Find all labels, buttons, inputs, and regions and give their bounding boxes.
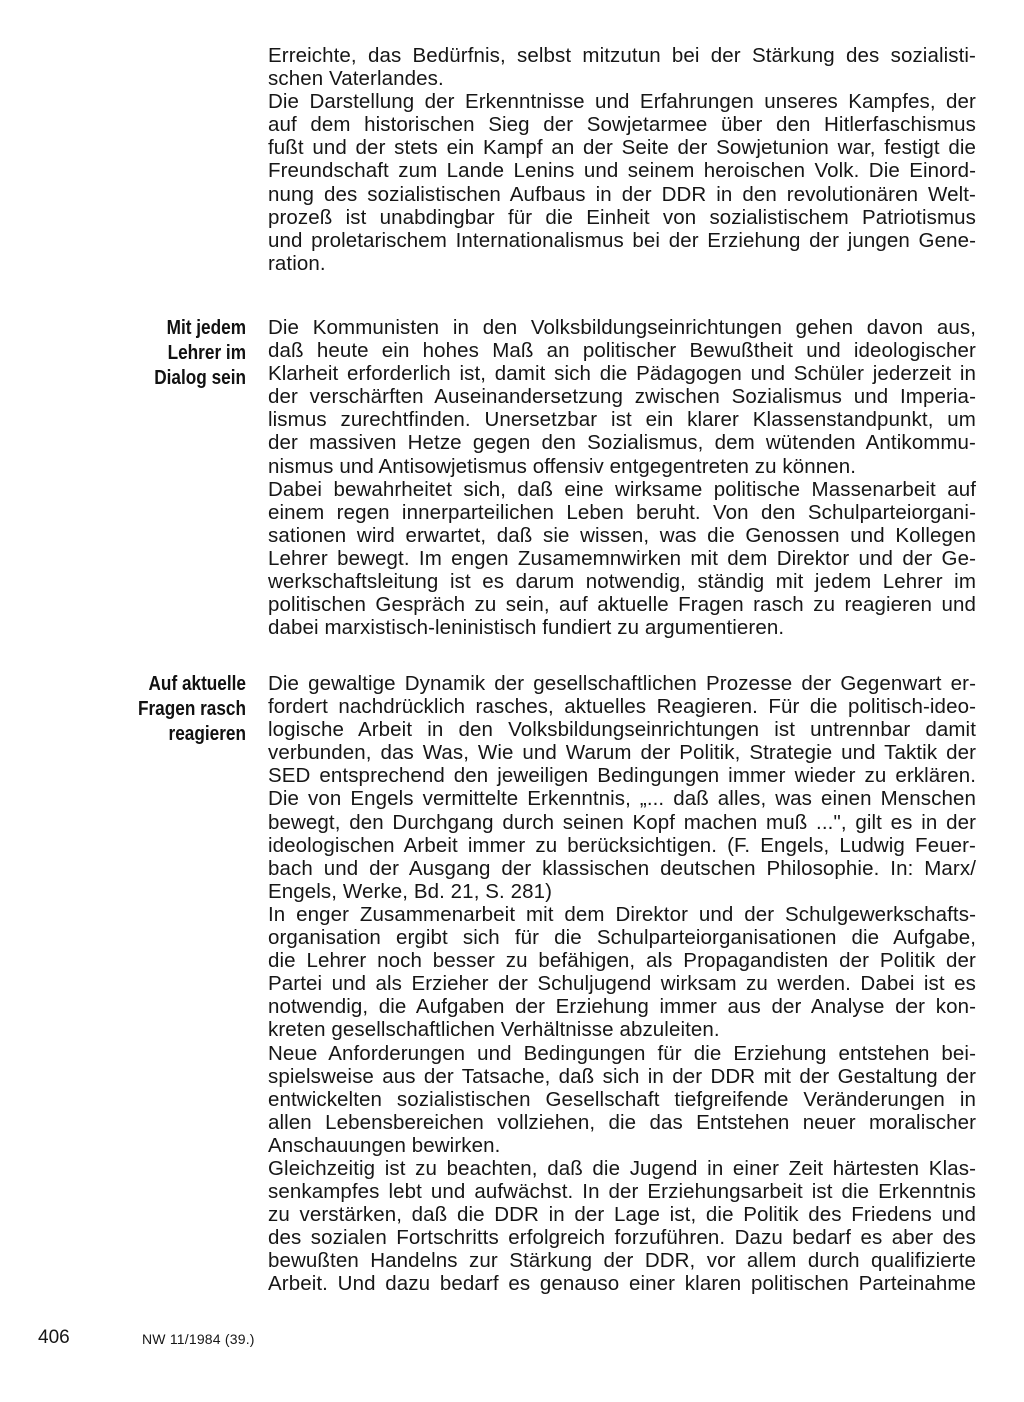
- body-line: der massiven Hetze gegen den Sozialismus, dem wütenden Antikommu-: [268, 431, 976, 455]
- body-line: allen Lebensbereichen vollziehen, die das Entstehen neuer moralischer: [268, 1110, 976, 1134]
- body-line: lismus zurechtfinden. Unersetzbar ist ein klarer Klassenstandpunkt, um: [268, 408, 976, 432]
- body-line: Dabei bewahrheitet sich, daß eine wirksame politische Massenarbeit auf: [268, 477, 976, 501]
- body-line: Die von Engels vermittelte Erkenntnis, „... daß alles, was einen Menschen: [268, 787, 976, 811]
- body-line: Die Darstellung der Erkenntnisse und Erfahrungen unseres Kampfes, der: [268, 90, 976, 114]
- body-line: ration.: [268, 251, 326, 275]
- body-line: Freundschaft zum Lande Lenins und seinem heroischen Volk. Die Einord-: [268, 159, 976, 183]
- body-line: nung des sozialistischen Aufbaus in der DDR in den revolutionären Welt-: [268, 182, 976, 206]
- body-line: Arbeit. Und dazu bedarf es genauso einer klaren politischen Parteinahme: [268, 1272, 976, 1296]
- body-line: daß heute ein hohes Maß an politischer Bewußtheit und ideologischer: [268, 339, 976, 363]
- body-line: Anschauungen bewirken.: [268, 1133, 501, 1157]
- body-line: entwickelten sozialistischen Gesellschaft tiefgreifende Veränderungen in: [268, 1087, 976, 1111]
- body-line: Gleichzeitig ist zu beachten, daß die Jugend in einer Zeit härtesten Klas-: [268, 1156, 976, 1180]
- body-line: bewußten Handelns zur Stärkung der DDR, vor allem durch qualifizierte: [268, 1249, 976, 1273]
- intro-text-block: [268, 44, 976, 275]
- side-heading-line: Fragen rasch: [137, 698, 246, 720]
- body-line: Erreichte, das Bedürfnis, selbst mitzutun bei der Stärkung des sozialisti-: [268, 44, 976, 67]
- body-line: zu verstärken, daß die DDR in der Lage ist, die Politik des Friedens und: [268, 1203, 976, 1227]
- body-line: auf dem historischen Sieg der Sowjetarmee über den Hitlerfaschismus: [268, 113, 976, 137]
- side-heading-line: Mit jedem: [166, 317, 246, 339]
- body-line: verbunden, das Was, Wie und Warum der Politik, Strategie und Taktik der: [268, 741, 976, 765]
- body-line: spielsweise aus der Tatsache, daß sich in der DDR mit der Gestaltung der: [268, 1064, 976, 1088]
- body-line: In enger Zusammenarbeit mit dem Direktor und der Schulgewerkschafts-: [268, 902, 976, 926]
- body-line: Die gewaltige Dynamik der gesellschaftlichen Prozesse der Gegenwart er-: [268, 672, 976, 695]
- fragen-text-block: [268, 672, 976, 1296]
- body-line: werkschaftsleitung ist es darum notwendig, ständig mit jedem Lehrer im: [268, 570, 976, 594]
- side-heading-line: Auf aktuelle: [148, 673, 246, 695]
- body-line: notwendig, die Aufgaben der Erziehung immer aus der Analyse der kon-: [268, 995, 976, 1019]
- body-line: ideologischen Arbeit immer zu berücksichtigen. (F. Engels, Ludwig Feuer-: [268, 833, 976, 857]
- body-line: prozeß ist unabdingbar für die Einheit von sozialistischem Patriotismus: [268, 205, 976, 229]
- body-line: Engels, Werke, Bd. 21, S. 281): [268, 879, 553, 903]
- body-line: senkampfes lebt und aufwächst. In der Erziehungsarbeit ist die Erkenntnis: [268, 1180, 976, 1204]
- body-line: Die Kommunisten in den Volksbildungseinrichtungen gehen davon aus,: [268, 316, 976, 339]
- side-heading-fragen: [120, 672, 246, 747]
- body-line: sationen wird erwartet, daß sie wissen, was die Genossen und Kollegen: [268, 523, 976, 547]
- body-line: die Lehrer noch besser zu befähigen, als Propagandisten der Politik der: [268, 949, 976, 973]
- body-line: Neue Anforderungen und Bedingungen für die Erziehung entstehen bei-: [268, 1041, 976, 1065]
- body-line: fußt und der stets ein Kampf an der Seite der Sowjetunion war, festigt die: [268, 136, 976, 160]
- side-heading-line: reagieren: [168, 723, 246, 745]
- body-line: SED entsprechend den jeweiligen Bedingungen immer wieder zu erklären.: [268, 764, 976, 788]
- side-heading-line: Lehrer im: [167, 342, 246, 364]
- body-line: schen Vaterlandes.: [268, 67, 444, 91]
- body-line: fordert nachdrücklich rasches, aktuelles Reagieren. Für die politisch-ideo-: [268, 695, 976, 719]
- body-line: nismus und Antisowjetismus offensiv entgegentreten zu können.: [268, 454, 857, 478]
- body-line: der verschärften Auseinandersetzung zwischen Sozialismus und Imperia-: [268, 385, 976, 409]
- body-line: und proletarischem Internationalismus bei der Erziehung der jungen Gene-: [268, 228, 976, 252]
- body-line: einem regen innerparteilichen Leben beruht. Von den Schulparteiorgani-: [268, 500, 976, 524]
- body-line: politischen Gespräch zu sein, auf aktuelle Fragen rasch zu reagieren und: [268, 593, 976, 617]
- body-line: logische Arbeit in den Volksbildungseinrichtungen ist untrennbar damit: [268, 718, 976, 742]
- side-heading-dialog: [120, 316, 246, 391]
- source-reference: NW 11/1984 (39.): [142, 1331, 255, 1347]
- dialog-text-block: [268, 316, 976, 639]
- body-line: kreten gesellschaftlichen Verhältnisse abzuleiten.: [268, 1018, 720, 1042]
- body-line: bewegt, den Durchgang durch seinen Kopf machen muß ...", gilt es in der: [268, 810, 976, 834]
- body-line: bach und der Ausgang der klassischen deutschen Philosophie. In: Marx/: [268, 856, 976, 880]
- side-heading-line: Dialog sein: [154, 367, 246, 389]
- body-line: Lehrer bewegt. Im engen Zusamemnwirken mit dem Direktor und der Ge-: [268, 546, 976, 570]
- page-number: 406: [38, 1327, 70, 1348]
- body-line: Partei und als Erzieher der Schuljugend wirksam zu werden. Dabei ist es: [268, 972, 976, 996]
- body-line: organisation ergibt sich für die Schulparteiorganisationen die Aufgabe,: [268, 926, 976, 950]
- body-line: Klarheit erforderlich ist, damit sich die Pädagogen und Schüler jederzeit in: [268, 362, 976, 386]
- body-line: dabei marxistisch-leninistisch fundiert zu argumentieren.: [268, 616, 785, 640]
- body-line: des sozialen Fortschritts erfolgreich forzuführen. Dazu bedarf es aber des: [268, 1226, 976, 1250]
